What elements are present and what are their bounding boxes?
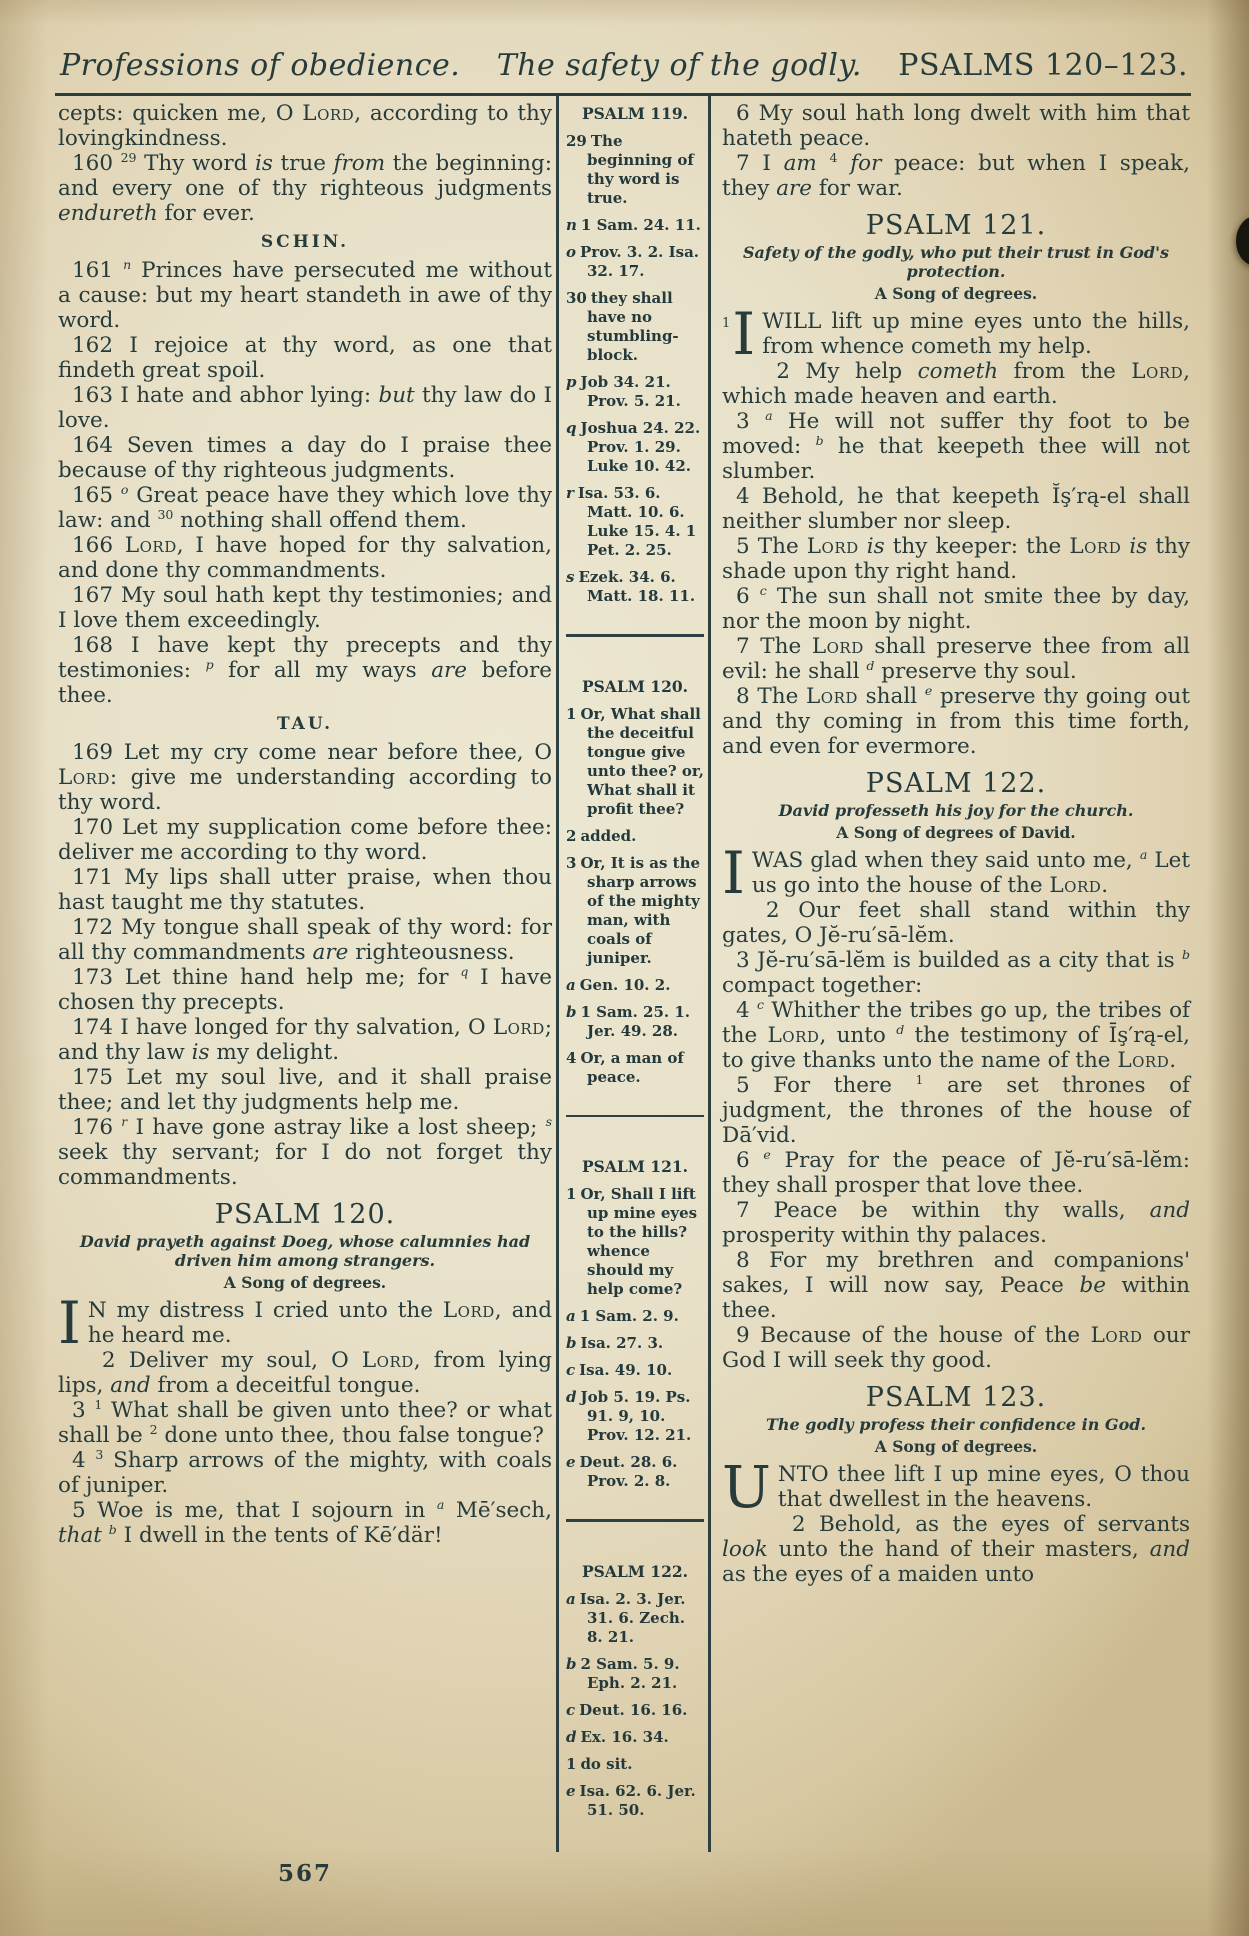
verse: 4 $^3$ Sharp arrows of the mighty, with coals of juniper. [58,1446,552,1498]
cross-ref-note: c Deut. 16. 16. [566,1700,688,1719]
verse: 170 Let my supplication come before thee: deliver me according to thy word. [58,815,552,865]
cross-ref-title: PSALM 121. [581,1157,689,1176]
page-edge-notch [1236,216,1249,266]
cross-ref-note: a 1 Sam. 2. 9. [566,1307,679,1325]
drop-cap: I [722,839,745,907]
cross-ref-marker: o [566,243,577,261]
cross-ref-marker: 1 [566,704,577,723]
running-head-psalms-range: PSALMS 120–123. [898,48,1188,83]
cross-ref-marker: a [566,1589,576,1608]
cross-ref-note: e Isa. 62. 6. Jer. 51. 50. [566,1781,696,1819]
verse: 173 Let thine hand help me; for $^q$ I have chosen thy precepts. [58,963,552,1015]
right-column [722,101,1190,1587]
hebrew-letter-heading: SCHIN. [260,232,350,252]
running-head-left: Professions of obedience. [60,48,461,83]
center-column [566,104,704,1828]
verse: 176 $^r$ I have gone astray like a lost sheep; $^s$ seek thy servant; for I do not forget thy commandments. [58,1113,552,1190]
verse: 7 I am $^4$ for peace: but when I speak, they are for war. [722,149,1191,201]
verse: 8 The Lord shall $^e$ preserve thy going out and thy coming in from this time forth, and even for evermore. [722,682,1191,759]
column-rule-right [708,96,711,1852]
cross-ref-marker: 2 [566,826,577,845]
verse: 163 I hate and abhor lying: but thy law do I love. [58,383,552,433]
cross-ref-marker: r [566,484,574,502]
page-number: 567 [277,1860,332,1887]
verse: 2 Deliver my soul, O Lord, from lying lips, and from a deceitful tongue. [58,1348,552,1398]
verse: 2 My help cometh from the Lord, which made heaven and earth. [722,359,1190,409]
cross-ref-title: PSALM 119. [581,104,689,123]
cross-ref-note: r Isa. 53. 6. Matt. 10. 6. Luke 15. 4. 1 Pet. 2. 25. [566,484,697,559]
cross-ref-marker: s [566,568,575,586]
verse: 167 My soul hath kept thy testimonies; and I love them exceedingly. [58,583,552,633]
psalm-summary: Safety of the godly, who put their trust in God's protection. [742,243,1169,281]
cross-ref-marker: e [566,1453,576,1471]
cross-ref-marker: n [566,216,577,234]
cross-ref-note: p Job 34. 21. Prov. 5. 21. [566,373,681,410]
verse: 5 The Lord is thy keeper: the Lord is thy shade upon thy right hand. [722,534,1190,584]
cross-ref-note: s Ezek. 34. 6. Matt. 18. 11. [566,568,696,605]
verse: 2 Behold, as the eyes of servants look unto the hand of their masters, and as the eyes of a maiden unto [722,1512,1190,1587]
verse: 161 $^n$ Princes have persecuted me without a cause: but my heart standeth in awe of thy word. [58,256,552,333]
cross-ref-marker: b [566,1334,577,1352]
cross-ref-marker: d [566,1388,577,1406]
cross-ref-note: a Isa. 2. 3. Jer. 31. 6. Zech. 8. 21. [566,1589,686,1646]
verse: 160 $^{29}$ Thy word is true from the beginning: and every one of thy righteous judgments endureth for ever. [58,149,552,226]
cross-ref-note: 1 Or, Shall I lift up mine eyes to the hills? whence should my help come? [566,1185,698,1298]
verse: 7 The Lord shall preserve thee from all evil: he shall $^d$ preserve thy soul. [722,634,1190,684]
verse: 168 I have kept thy precepts and thy testimonies: $^p$ for all my ways are before thee. [58,633,552,708]
cross-ref-title: PSALM 122. [581,1561,689,1581]
verse: 164 Seven times a day do I praise thee because of thy righteous judgments. [58,433,552,483]
drop-cap: $^1$I [722,300,756,368]
psalm-title: PSALM 123. [865,1382,1047,1413]
verse: 3 $^1$ What shall be given unto thee? or what shall be $^2$ done unto thee, thou false tongue? [58,1396,553,1448]
psalm-summary: The godly profess their confidence in God. [765,1415,1147,1434]
verse: 6 $^e$ Pray for the peace of Jĕ-ru′sā-lĕm: they shall prosper that love thee. [722,1146,1190,1198]
verse: 8 For my brethren and companions' sakes, I will now say, Peace be within thee. [722,1248,1191,1323]
cross-ref-marker: 29 [566,132,587,150]
verse: 175 Let my soul live, and it shall praise thee; and let thy judgments help me. [58,1065,552,1115]
song-of-degrees-line: A Song of degrees. [874,1437,1038,1456]
cross-ref-note: 4 Or, a man of peace. [566,1048,684,1086]
verse: 5 For there $^1$ are set thrones of judgment, the thrones of the house of Dā′vid. [722,1071,1190,1148]
cross-ref-marker: p [566,373,577,391]
verse: 171 My lips shall utter praise, when thou hast taught me thy statutes. [58,865,552,915]
verse: 165 $^o$ Great peace have they which love thy law: and $^{30}$ nothing shall offend them. [58,481,552,533]
cross-ref-marker: a [566,1307,576,1325]
psalm-title: PSALM 122. [865,768,1047,799]
cross-ref-marker: c [566,1361,576,1379]
drop-cap: U [722,1453,771,1521]
cross-ref-marker: 30 [566,289,587,307]
cross-ref-marker: c [566,1700,576,1719]
cross-ref-marker: e [566,1781,576,1800]
cross-ref-divider [566,1115,704,1118]
left-column [58,101,552,1548]
cross-ref-note: a Gen. 10. 2. [566,975,671,994]
cross-ref-marker: 3 [566,853,577,872]
cross-ref-divider [566,1519,704,1522]
cross-ref-note: 30 they shall have no stumbling-block. [566,289,679,364]
cross-ref-note: n 1 Sam. 24. 11. [566,216,701,234]
cross-ref-note: b 1 Sam. 25. 1. Jer. 49. 28. [566,1002,691,1040]
song-of-degrees-line: A Song of degrees. [874,284,1038,303]
header-rule [55,93,1191,96]
verse: 7 Peace be within thy walls, and prosperity within thy palaces. [722,1198,1190,1248]
psalm-summary: David prayeth against Doeg, whose calumnies had driven him among strangers. [79,1232,531,1270]
cross-ref-note: b 2 Sam. 5. 9. Eph. 2. 21. [566,1654,680,1692]
cross-ref-note: 1 Or, What shall the deceitful tongue give unto thee? or, What shall it profit thee? [566,704,704,818]
verse: 166 Lord, I have hoped for thy salvation, and done thy commandments. [58,533,552,583]
verse: 5 Woe is me, that I sojourn in $^a$ Mē′sech, that $^b$ I dwell in the tents of Kē′där! [58,1496,552,1548]
cross-ref-note: e Deut. 28. 6. Prov. 2. 8. [566,1453,678,1490]
cross-ref-note: q Joshua 24. 22. Prov. 1. 29. Luke 10. 42. [566,419,701,475]
cross-ref-note: 3 Or, It is as the sharp arrows of the mighty man, with coals of juniper. [566,853,701,967]
verse: 4 Behold, he that keepeth Ĭş′rą-el shall neither slumber nor sleep. [722,484,1190,534]
drop-cap: I [58,1289,81,1357]
verse-with-dropcap: I N my distress I cried unto the Lord, and he heard me. [58,1289,552,1357]
psalm-title: PSALM 121. [865,210,1047,241]
cross-ref-marker: 1 [566,1754,577,1773]
verse: 169 Let my cry come near before thee, O Lord: give me understanding according to thy word. [58,740,552,815]
verse: 172 My tongue shall speak of thy word: for all thy commandments are righteousness. [58,915,552,965]
verse: 6 $^c$ The sun shall not smite thee by day, nor the moon by night. [722,582,1191,634]
cross-ref-note: d Job 5. 19. Ps. 91. 9, 10. Prov. 12. 21. [566,1388,692,1444]
cross-ref-marker: b [566,1002,577,1021]
verse: 2 Our feet shall stand within thy gates, O Jĕ-ru′sā-lĕm. [722,898,1190,948]
cross-ref-marker: 1 [566,1185,577,1203]
cross-ref-marker: a [566,975,576,994]
cross-ref-note: 1 do sit. [566,1754,633,1773]
song-of-degrees-line: A Song of degrees of David. [836,823,1076,842]
cross-ref-title: PSALM 120. [581,676,689,696]
verse-with-dropcap: IWAS glad when they said unto me, $^a$ Let us go into the house of the Lord. [722,839,1190,907]
cross-ref-marker: d [566,1727,577,1746]
cross-ref-note: 2 added. [566,826,637,845]
verse: 3 $^a$ He will not suffer thy foot to be moved: $^b$ he that keepeth thee will not slumber. [722,407,1190,484]
running-head-center: The safety of the godly. [496,48,862,83]
verse: 3 Jĕ-ru′sā-lĕm is builded as a city that is $^b$ compact together: [722,946,1190,998]
cross-ref-note: 29 The beginning of thy word is true. [566,132,694,207]
verse: 162 I rejoice at thy word, as one that findeth great spoil. [58,333,552,383]
column-rule-left [556,96,559,1852]
verse-continuation: cepts: quicken me, O Lord, according to thy lovingkindness. [58,101,552,151]
cross-ref-marker: 4 [566,1048,577,1067]
psalm-summary: David professeth his joy for the church. [778,801,1134,820]
running-head [60,48,1188,83]
verse: 4 $^c$ Whither the tribes go up, the tribes of the Lord, unto $^d$ the testimony of Īş′rą-el, to give thanks unto the name of the Lord. [722,996,1191,1073]
cross-ref-divider [566,634,704,637]
psalm-title: PSALM 120. [214,1199,396,1230]
verse-with-dropcap: $^1$I WILL lift up mine eyes unto the hills, from whence cometh my help. [722,300,1190,368]
cross-ref-note: o Prov. 3. 2. Isa. 32. 17. [566,243,700,280]
cross-ref-note: c Isa. 49. 10. [566,1361,673,1379]
verse: 9 Because of the house of the Lord our God I will seek thy good. [722,1323,1191,1373]
verse: 174 I have longed for thy salvation, O Lord; and thy law is my delight. [58,1015,552,1065]
cross-ref-marker: b [566,1654,577,1673]
cross-ref-note: b Isa. 27. 3. [566,1334,664,1352]
song-of-degrees-line: A Song of degrees. [223,1273,387,1292]
hebrew-letter-heading: TAU. [276,714,334,734]
cross-ref-marker: q [566,419,577,437]
cross-ref-note: d Ex. 16. 34. [566,1727,669,1746]
verse: 6 My soul hath long dwelt with him that hateth peace. [722,101,1190,151]
verse-with-dropcap: UNTO thee lift I up mine eyes, O thou that dwellest in the heavens. [722,1453,1190,1521]
